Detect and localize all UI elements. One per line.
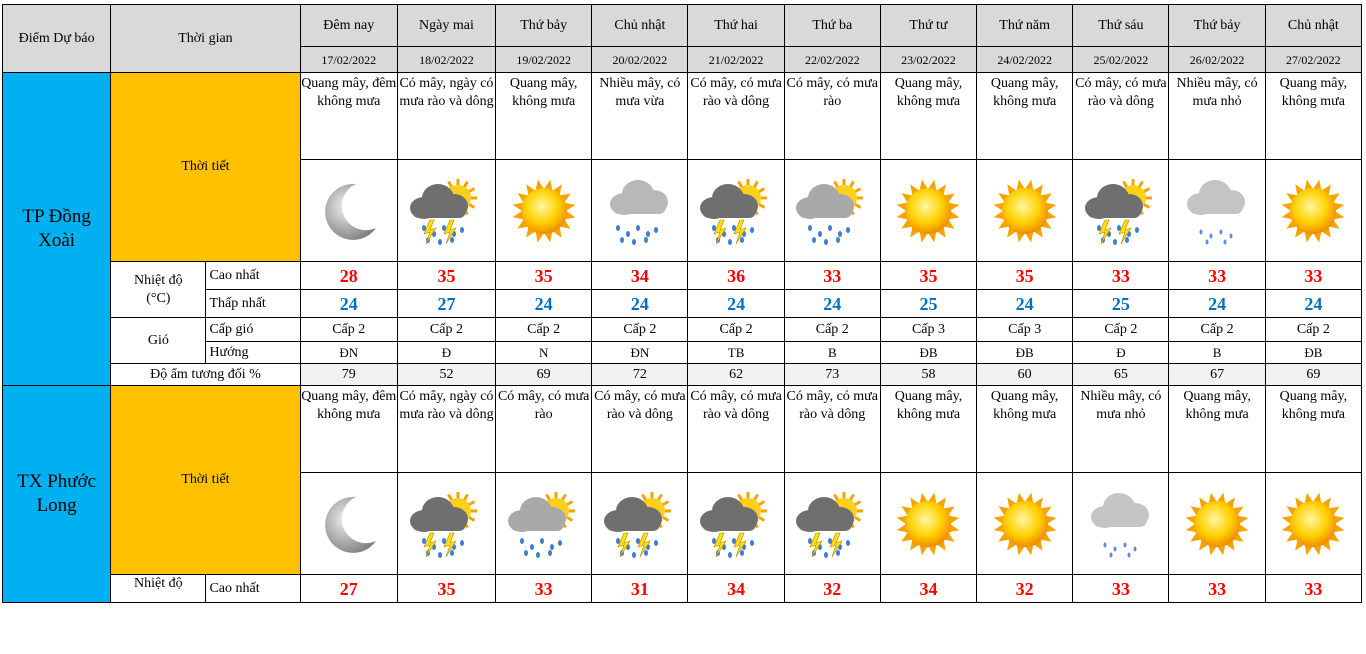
temp-label <box>111 262 206 318</box>
sun-icon <box>977 473 1073 575</box>
min-label: Thấp nhất <box>206 290 300 318</box>
storm-sun-icon <box>784 473 880 575</box>
rain-sun-icon <box>496 473 592 575</box>
header-location-label: Điểm Dự báo <box>3 5 111 73</box>
max-label: Cao nhất <box>206 575 300 603</box>
date-header: 27/02/2022 <box>1265 47 1361 73</box>
rain-cloud-icon <box>592 160 688 262</box>
min-temp-value: 24 <box>688 290 784 318</box>
weather-label: Thời tiết <box>111 386 300 575</box>
rain-sun-icon <box>784 160 880 262</box>
humidity-value: 79 <box>300 364 397 386</box>
storm-sun-icon <box>1073 160 1169 262</box>
max-temp-value: 33 <box>1073 575 1169 603</box>
location-name: TP Đồng Xoài <box>3 73 111 386</box>
weather-description: Nhiều mây, có mưa nhỏ <box>1169 73 1265 160</box>
max-temp-value: 34 <box>688 575 784 603</box>
weather-description: Quang mây, không mưa <box>977 386 1073 473</box>
weather-label: Thời tiết <box>111 73 300 262</box>
sun-icon <box>880 160 976 262</box>
weather-description: Quang mây, đêm không mưa <box>300 73 397 160</box>
wind-dir-value: B <box>1169 342 1265 364</box>
date-header: 17/02/2022 <box>300 47 397 73</box>
date-header: 21/02/2022 <box>688 47 784 73</box>
temp-label-text: Nhiệt độ <box>134 576 183 591</box>
max-temp-value: 36 <box>688 262 784 290</box>
date-header: 23/02/2022 <box>880 47 976 73</box>
date-header: 22/02/2022 <box>784 47 880 73</box>
day-header: Thứ sáu <box>1073 5 1169 47</box>
max-temp-value: 33 <box>1265 262 1361 290</box>
weather-description: Có mây, ngày có mưa rào và dông <box>397 386 495 473</box>
location-name: TX Phước Long <box>3 386 111 603</box>
day-header: Chủ nhật <box>592 5 688 47</box>
weather-description: Quang mây, không mưa <box>1265 386 1361 473</box>
wind-level-value: Cấp 2 <box>1169 318 1265 342</box>
weather-description: Có mây, có mưa rào <box>496 386 592 473</box>
date-header: 19/02/2022 <box>496 47 592 73</box>
min-temp-value: 25 <box>1073 290 1169 318</box>
date-header: 25/02/2022 <box>1073 47 1169 73</box>
humidity-value: 52 <box>397 364 495 386</box>
weather-description: Quang mây, không mưa <box>977 73 1073 160</box>
storm-sun-icon <box>397 160 495 262</box>
wind-dir-label: Hướng <box>206 342 300 364</box>
max-temp-value: 35 <box>397 575 495 603</box>
sun-icon <box>977 160 1073 262</box>
max-temp-value: 33 <box>1073 262 1169 290</box>
min-temp-value: 24 <box>592 290 688 318</box>
weather-description: Có mây, có mưa rào và dông <box>688 73 784 160</box>
weather-description: Có mây, có mưa rào và dông <box>688 386 784 473</box>
min-temp-value: 27 <box>397 290 495 318</box>
max-temp-value: 31 <box>592 575 688 603</box>
wind-dir-value: Đ <box>1073 342 1169 364</box>
humidity-value: 65 <box>1073 364 1169 386</box>
weather-description: Quang mây, không mưa <box>1265 73 1361 160</box>
weather-description: Nhiều mây, có mưa nhỏ <box>1073 386 1169 473</box>
temp-label <box>111 575 206 603</box>
wind-dir-value: ĐB <box>977 342 1073 364</box>
wind-level-value: Cấp 2 <box>496 318 592 342</box>
max-temp-value: 35 <box>496 262 592 290</box>
min-temp-value: 24 <box>977 290 1073 318</box>
date-header: 18/02/2022 <box>397 47 495 73</box>
wind-dir-value: TB <box>688 342 784 364</box>
humidity-label: Độ ẩm tương đối % <box>111 364 300 386</box>
max-temp-value: 27 <box>300 575 397 603</box>
day-header: Thứ bảy <box>496 5 592 47</box>
temp-label-text: Nhiệt độ <box>134 272 183 288</box>
storm-sun-icon <box>397 473 495 575</box>
humidity-value: 67 <box>1169 364 1265 386</box>
wind-level-value: Cấp 2 <box>397 318 495 342</box>
max-temp-value: 33 <box>1169 575 1265 603</box>
wind-level-value: Cấp 2 <box>688 318 784 342</box>
wind-level-value: Cấp 2 <box>1073 318 1169 342</box>
sun-icon <box>880 473 976 575</box>
sun-icon <box>1265 160 1361 262</box>
temp-unit: (°C) <box>146 290 171 306</box>
wind-dir-value: ĐN <box>592 342 688 364</box>
day-header: Chủ nhật <box>1265 5 1361 47</box>
day-header: Đêm nay <box>300 5 397 47</box>
humidity-value: 60 <box>977 364 1073 386</box>
weather-description: Quang mây, không mưa <box>880 386 976 473</box>
moon-icon <box>300 473 397 575</box>
weather-description: Nhiều mây, có mưa vừa <box>592 73 688 160</box>
max-temp-value: 34 <box>592 262 688 290</box>
moon-icon <box>300 160 397 262</box>
header-time-label: Thời gian <box>111 5 300 73</box>
sun-icon <box>1265 473 1361 575</box>
min-temp-value: 24 <box>784 290 880 318</box>
light-rain-cloud-icon <box>1169 160 1265 262</box>
humidity-value: 72 <box>592 364 688 386</box>
humidity-value: 69 <box>496 364 592 386</box>
min-temp-value: 24 <box>1265 290 1361 318</box>
wind-level-value: Cấp 3 <box>880 318 976 342</box>
weather-description: Có mây, có mưa rào <box>784 73 880 160</box>
day-header: Thứ tư <box>880 5 976 47</box>
max-temp-value: 28 <box>300 262 397 290</box>
weather-description: Có mây, có mưa rào và dông <box>592 386 688 473</box>
wind-dir-value: Đ <box>397 342 495 364</box>
humidity-value: 62 <box>688 364 784 386</box>
max-temp-value: 33 <box>784 262 880 290</box>
date-header: 24/02/2022 <box>977 47 1073 73</box>
wind-dir-value: ĐN <box>300 342 397 364</box>
min-temp-value: 24 <box>300 290 397 318</box>
storm-sun-icon <box>688 160 784 262</box>
wind-level-value: Cấp 2 <box>1265 318 1361 342</box>
storm-sun-icon <box>688 473 784 575</box>
date-header: 26/02/2022 <box>1169 47 1265 73</box>
humidity-value: 58 <box>880 364 976 386</box>
weather-description: Có mây, có mưa rào và dông <box>784 386 880 473</box>
max-temp-value: 33 <box>496 575 592 603</box>
wind-level-value: Cấp 2 <box>300 318 397 342</box>
weather-description: Quang mây, đêm không mưa <box>300 386 397 473</box>
sun-icon <box>496 160 592 262</box>
day-header: Thứ bảy <box>1169 5 1265 47</box>
weather-description: Quang mây, không mưa <box>1169 386 1265 473</box>
wind-dir-value: ĐB <box>1265 342 1361 364</box>
humidity-value: 69 <box>1265 364 1361 386</box>
max-temp-value: 33 <box>1265 575 1361 603</box>
light-rain-cloud-icon <box>1073 473 1169 575</box>
max-temp-value: 34 <box>880 575 976 603</box>
storm-sun-icon <box>592 473 688 575</box>
wind-dir-value: ĐB <box>880 342 976 364</box>
max-temp-value: 35 <box>880 262 976 290</box>
max-temp-value: 33 <box>1169 262 1265 290</box>
day-header: Ngày mai <box>397 5 495 47</box>
max-temp-value: 32 <box>784 575 880 603</box>
max-temp-value: 32 <box>977 575 1073 603</box>
wind-dir-value: B <box>784 342 880 364</box>
sun-icon <box>1169 473 1265 575</box>
weather-description: Có mây, ngày có mưa rào và dông <box>397 73 495 160</box>
max-temp-value: 35 <box>977 262 1073 290</box>
wind-level-value: Cấp 2 <box>784 318 880 342</box>
wind-level-label: Cấp gió <box>206 318 300 342</box>
date-header: 20/02/2022 <box>592 47 688 73</box>
wind-level-value: Cấp 3 <box>977 318 1073 342</box>
max-label: Cao nhất <box>206 262 300 290</box>
weather-description: Có mây, có mưa rào và dông <box>1073 73 1169 160</box>
min-temp-value: 25 <box>880 290 976 318</box>
day-header: Thứ ba <box>784 5 880 47</box>
forecast-table <box>2 4 1362 603</box>
max-temp-value: 35 <box>397 262 495 290</box>
min-temp-value: 24 <box>1169 290 1265 318</box>
wind-level-value: Cấp 2 <box>592 318 688 342</box>
humidity-value: 73 <box>784 364 880 386</box>
wind-dir-value: N <box>496 342 592 364</box>
min-temp-value: 24 <box>496 290 592 318</box>
day-header: Thứ năm <box>977 5 1073 47</box>
day-header: Thứ hai <box>688 5 784 47</box>
weather-description: Quang mây, không mưa <box>496 73 592 160</box>
weather-description: Quang mây, không mưa <box>880 73 976 160</box>
wind-label: Gió <box>111 318 206 364</box>
